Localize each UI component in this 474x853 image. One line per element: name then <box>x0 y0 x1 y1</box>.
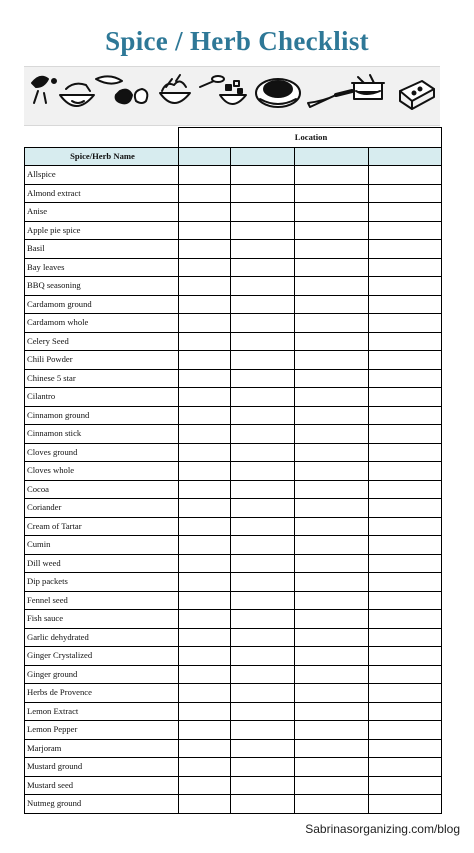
location-cell-4[interactable] <box>369 684 442 703</box>
spice-name-cell: Chili Powder <box>25 351 179 370</box>
spice-name-cell: Ginger Crystalized <box>25 647 179 666</box>
location-cell-4[interactable] <box>369 184 442 203</box>
location-cell-3[interactable] <box>295 369 369 388</box>
location-cell-3[interactable] <box>295 314 369 333</box>
spice-name-cell: Lemon Extract <box>25 702 179 721</box>
location-cell-3[interactable] <box>295 480 369 499</box>
location-cell-1[interactable] <box>179 573 231 592</box>
location-header: Location <box>179 128 442 148</box>
table-row <box>25 240 442 259</box>
table-row <box>25 369 442 388</box>
location-cell-2[interactable] <box>231 554 295 573</box>
location-cell-3[interactable] <box>295 702 369 721</box>
location-cell-4[interactable] <box>369 517 442 536</box>
location-cell-3[interactable] <box>295 388 369 407</box>
vegetable-bowl-icon <box>220 81 246 104</box>
table-row <box>25 351 442 370</box>
location-cell-2[interactable] <box>231 665 295 684</box>
location-cell-4[interactable] <box>369 795 442 814</box>
spice-name-cell: Anise <box>25 203 179 222</box>
spice-name-cell: Chinese 5 star <box>25 369 179 388</box>
table-row <box>25 517 442 536</box>
location-cell-4[interactable] <box>369 628 442 647</box>
location-cell-3[interactable] <box>295 591 369 610</box>
location-cell-1[interactable] <box>179 684 231 703</box>
location-cell-1[interactable] <box>179 610 231 629</box>
location-cell-1[interactable] <box>179 406 231 425</box>
location-cell-4[interactable] <box>369 776 442 795</box>
location-cell-4[interactable] <box>369 295 442 314</box>
location-cell-4[interactable] <box>369 480 442 499</box>
location-cell-3[interactable] <box>295 277 369 296</box>
spice-name-cell: BBQ seasoning <box>25 277 179 296</box>
location-cell-1[interactable] <box>179 203 231 222</box>
casserole-dish-icon <box>352 75 384 99</box>
column-header-row <box>25 148 442 166</box>
location-cell-3[interactable] <box>295 443 369 462</box>
location-cell-4[interactable] <box>369 554 442 573</box>
location-cell-3[interactable] <box>295 721 369 740</box>
location-cell-2[interactable] <box>231 739 295 758</box>
table-row <box>25 332 442 351</box>
location-cell-2[interactable] <box>231 573 295 592</box>
location-cell-4[interactable] <box>369 536 442 555</box>
location-cell-3[interactable] <box>295 425 369 444</box>
table-row <box>25 758 442 777</box>
location-cell-4[interactable] <box>369 258 442 277</box>
table-row <box>25 314 442 333</box>
location-cell-1[interactable] <box>179 369 231 388</box>
spice-name-cell: Dill weed <box>25 554 179 573</box>
location-cell-4[interactable] <box>369 203 442 222</box>
spice-name-cell: Cloves ground <box>25 443 179 462</box>
location-cell-4[interactable] <box>369 369 442 388</box>
location-cell-3[interactable] <box>295 351 369 370</box>
location-cell-1[interactable] <box>179 258 231 277</box>
location-cell-2[interactable] <box>231 610 295 629</box>
location-cell-1[interactable] <box>179 462 231 481</box>
spice-name-cell: Cardamom whole <box>25 314 179 333</box>
location-cell-3[interactable] <box>295 184 369 203</box>
location-cell-4[interactable] <box>369 351 442 370</box>
location-cell-1[interactable] <box>179 295 231 314</box>
location-cell-2[interactable] <box>231 425 295 444</box>
table-row <box>25 702 442 721</box>
location-header-row <box>25 128 442 148</box>
salad-bowl-icon <box>160 75 190 103</box>
location-cell-3[interactable] <box>295 499 369 518</box>
spice-name-cell: Cocoa <box>25 480 179 499</box>
location-cell-2[interactable] <box>231 628 295 647</box>
location-cell-1[interactable] <box>179 702 231 721</box>
spice-checklist-table <box>24 127 442 814</box>
table-row <box>25 628 442 647</box>
spice-name-cell: Cinnamon stick <box>25 425 179 444</box>
location-cell-1[interactable] <box>179 721 231 740</box>
spice-name-cell: Coriander <box>25 499 179 518</box>
location-cell-1[interactable] <box>179 221 231 240</box>
spice-name-cell: Lemon Pepper <box>25 721 179 740</box>
location-cell-4[interactable] <box>369 221 442 240</box>
location-cell-4[interactable] <box>369 702 442 721</box>
location-cell-2[interactable] <box>231 721 295 740</box>
spice-name-cell: Fish sauce <box>25 610 179 629</box>
location-cell-3[interactable] <box>295 462 369 481</box>
table-row <box>25 739 442 758</box>
location-cell-4[interactable] <box>369 739 442 758</box>
table-row <box>25 480 442 499</box>
location-cell-2[interactable] <box>231 758 295 777</box>
table-row <box>25 443 442 462</box>
table-row <box>25 647 442 666</box>
spice-name-cell: Herbs de Provence <box>25 684 179 703</box>
location-cell-3[interactable] <box>295 554 369 573</box>
page-title: Spice / Herb Checklist <box>105 26 369 56</box>
table-row <box>25 295 442 314</box>
spice-name-cell: Mustard seed <box>25 776 179 795</box>
table-row <box>25 425 442 444</box>
footer-credit: Sabrinasorganizing.com/blog <box>305 822 460 836</box>
location-cell-4[interactable] <box>369 277 442 296</box>
location-cell-2[interactable] <box>231 517 295 536</box>
mixing-bowl-icon <box>60 84 94 106</box>
location-column-3-header <box>295 148 369 166</box>
location-cell-4[interactable] <box>369 573 442 592</box>
spice-name-cell: Allspice <box>25 166 179 185</box>
location-cell-3[interactable] <box>295 573 369 592</box>
location-cell-3[interactable] <box>295 665 369 684</box>
location-cell-1[interactable] <box>179 499 231 518</box>
table-row <box>25 554 442 573</box>
location-cell-1[interactable] <box>179 665 231 684</box>
table-row <box>25 221 442 240</box>
location-cell-1[interactable] <box>179 314 231 333</box>
location-cell-2[interactable] <box>231 776 295 795</box>
spice-name-cell: Dip packets <box>25 573 179 592</box>
spice-name-cell: Celery Seed <box>25 332 179 351</box>
location-cell-3[interactable] <box>295 166 369 185</box>
location-cell-4[interactable] <box>369 499 442 518</box>
location-cell-4[interactable] <box>369 610 442 629</box>
location-cell-4[interactable] <box>369 425 442 444</box>
location-cell-4[interactable] <box>369 665 442 684</box>
location-cell-2[interactable] <box>231 351 295 370</box>
location-column-1-header <box>179 148 231 166</box>
spice-name-cell: Garlic dehydrated <box>25 628 179 647</box>
bread-loaf-icon <box>96 76 132 103</box>
location-cell-2[interactable] <box>231 462 295 481</box>
location-cell-1[interactable] <box>179 332 231 351</box>
location-cell-2[interactable] <box>231 203 295 222</box>
location-cell-4[interactable] <box>369 758 442 777</box>
kitchen-illustration-banner <box>24 66 440 126</box>
location-cell-1[interactable] <box>179 628 231 647</box>
location-cell-1[interactable] <box>179 443 231 462</box>
spoon-icon <box>200 76 224 87</box>
table-row <box>25 776 442 795</box>
spice-name-cell: Almond extract <box>25 184 179 203</box>
table-row <box>25 388 442 407</box>
location-cell-4[interactable] <box>369 443 442 462</box>
location-cell-4[interactable] <box>369 721 442 740</box>
location-cell-2[interactable] <box>231 258 295 277</box>
spice-name-cell: Nutmeg ground <box>25 795 179 814</box>
spice-name-cell: Bay leaves <box>25 258 179 277</box>
spice-name-cell: Mustard ground <box>25 758 179 777</box>
location-cell-4[interactable] <box>369 591 442 610</box>
table-row <box>25 665 442 684</box>
location-cell-2[interactable] <box>231 591 295 610</box>
location-column-4-header <box>369 148 442 166</box>
spice-name-cell: Cumin <box>25 536 179 555</box>
location-cell-1[interactable] <box>179 536 231 555</box>
table-row <box>25 721 442 740</box>
location-cell-1[interactable] <box>179 388 231 407</box>
location-cell-3[interactable] <box>295 610 369 629</box>
location-cell-1[interactable] <box>179 480 231 499</box>
spice-name-cell: Fennel seed <box>25 591 179 610</box>
location-cell-4[interactable] <box>369 166 442 185</box>
table-row <box>25 166 442 185</box>
location-cell-3[interactable] <box>295 221 369 240</box>
location-cell-3[interactable] <box>295 203 369 222</box>
location-cell-2[interactable] <box>231 221 295 240</box>
spice-name-cell: Cilantro <box>25 388 179 407</box>
location-cell-2[interactable] <box>231 702 295 721</box>
location-cell-2[interactable] <box>231 480 295 499</box>
location-cell-4[interactable] <box>369 406 442 425</box>
spice-name-cell: Cardamom ground <box>25 295 179 314</box>
pepper-icon <box>135 89 147 103</box>
location-cell-4[interactable] <box>369 462 442 481</box>
location-cell-4[interactable] <box>369 314 442 333</box>
location-cell-1[interactable] <box>179 647 231 666</box>
location-cell-3[interactable] <box>295 258 369 277</box>
table-row <box>25 406 442 425</box>
location-cell-3[interactable] <box>295 517 369 536</box>
location-cell-4[interactable] <box>369 388 442 407</box>
spice-name-cell: Cloves whole <box>25 462 179 481</box>
location-cell-3[interactable] <box>295 628 369 647</box>
table-row <box>25 258 442 277</box>
location-cell-1[interactable] <box>179 184 231 203</box>
table-row <box>25 462 442 481</box>
table-row <box>25 184 442 203</box>
location-cell-4[interactable] <box>369 240 442 259</box>
spice-name-cell: Cinnamon ground <box>25 406 179 425</box>
location-cell-1[interactable] <box>179 277 231 296</box>
location-cell-3[interactable] <box>295 295 369 314</box>
location-cell-1[interactable] <box>179 240 231 259</box>
table-row <box>25 684 442 703</box>
spice-name-cell: Apple pie spice <box>25 221 179 240</box>
location-cell-3[interactable] <box>295 406 369 425</box>
location-cell-3[interactable] <box>295 332 369 351</box>
table-row <box>25 203 442 222</box>
location-cell-2[interactable] <box>231 684 295 703</box>
location-cell-2[interactable] <box>231 406 295 425</box>
location-cell-2[interactable] <box>231 332 295 351</box>
table-row <box>25 610 442 629</box>
location-cell-1[interactable] <box>179 554 231 573</box>
location-cell-3[interactable] <box>295 758 369 777</box>
location-cell-3[interactable] <box>295 240 369 259</box>
location-cell-4[interactable] <box>369 332 442 351</box>
table-row <box>25 277 442 296</box>
location-cell-3[interactable] <box>295 536 369 555</box>
location-cell-4[interactable] <box>369 647 442 666</box>
location-cell-1[interactable] <box>179 776 231 795</box>
spice-name-cell: Basil <box>25 240 179 259</box>
location-cell-1[interactable] <box>179 517 231 536</box>
spice-shaker-icon <box>32 77 56 103</box>
table-row <box>25 795 442 814</box>
location-column-2-header <box>231 148 295 166</box>
location-cell-3[interactable] <box>295 647 369 666</box>
table-row <box>25 573 442 592</box>
location-cell-2[interactable] <box>231 499 295 518</box>
location-cell-1[interactable] <box>179 795 231 814</box>
location-cell-3[interactable] <box>295 739 369 758</box>
location-cell-2[interactable] <box>231 240 295 259</box>
location-cell-1[interactable] <box>179 758 231 777</box>
spice-name-column-header: Spice/Herb Name <box>25 148 179 166</box>
location-cell-2[interactable] <box>231 536 295 555</box>
table-row <box>25 591 442 610</box>
spice-name-cell: Marjoram <box>25 739 179 758</box>
location-cell-3[interactable] <box>295 795 369 814</box>
location-cell-2[interactable] <box>231 369 295 388</box>
roast-pan-icon <box>256 79 300 107</box>
location-cell-1[interactable] <box>179 166 231 185</box>
banner-artwork <box>24 67 440 125</box>
location-cell-1[interactable] <box>179 591 231 610</box>
table-row <box>25 499 442 518</box>
location-cell-2[interactable] <box>231 166 295 185</box>
cheese-grater-icon <box>400 81 434 109</box>
location-cell-2[interactable] <box>231 277 295 296</box>
location-cell-2[interactable] <box>231 295 295 314</box>
header-spacer <box>25 128 179 148</box>
location-cell-2[interactable] <box>231 184 295 203</box>
location-cell-3[interactable] <box>295 776 369 795</box>
location-cell-2[interactable] <box>231 388 295 407</box>
location-cell-2[interactable] <box>231 443 295 462</box>
location-cell-1[interactable] <box>179 425 231 444</box>
location-cell-1[interactable] <box>179 739 231 758</box>
location-cell-2[interactable] <box>231 647 295 666</box>
location-cell-2[interactable] <box>231 314 295 333</box>
location-cell-1[interactable] <box>179 351 231 370</box>
knife-icon <box>308 91 352 107</box>
location-cell-3[interactable] <box>295 684 369 703</box>
table-row <box>25 536 442 555</box>
location-cell-2[interactable] <box>231 795 295 814</box>
spice-name-cell: Cream of Tartar <box>25 517 179 536</box>
spice-name-cell: Ginger ground <box>25 665 179 684</box>
